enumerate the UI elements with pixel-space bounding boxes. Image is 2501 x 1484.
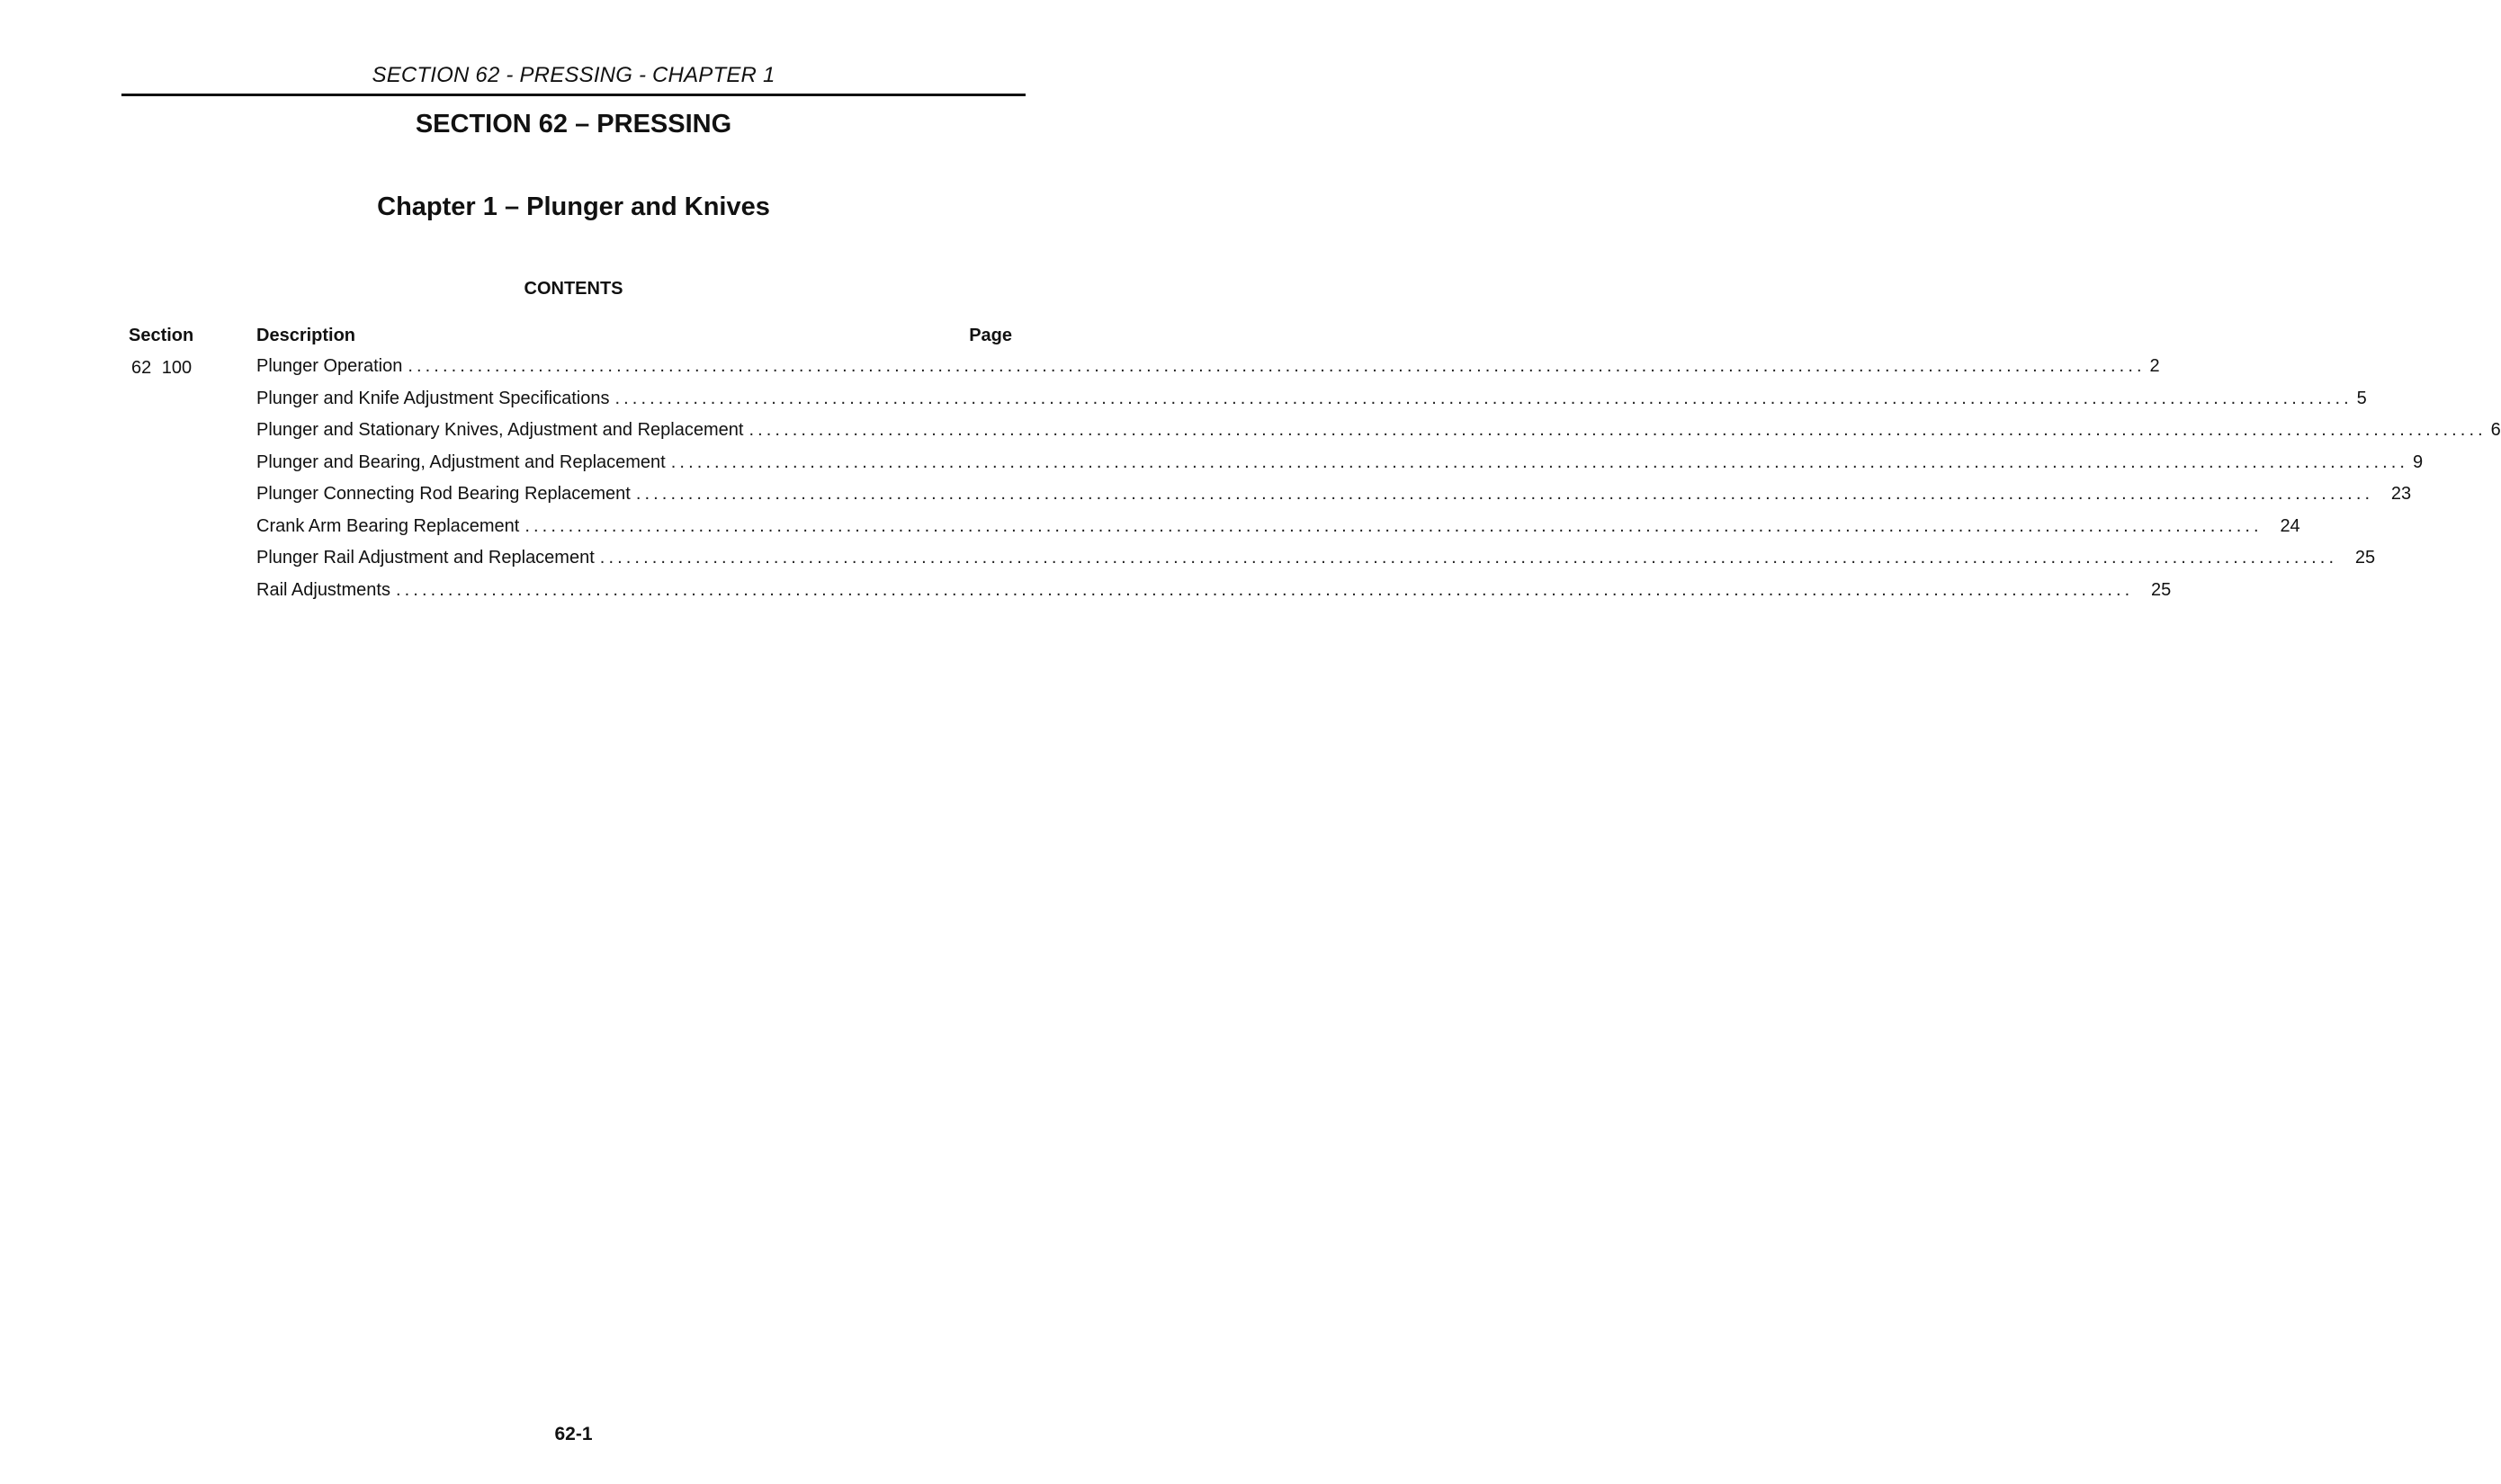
toc-entry-title: Plunger Rail Adjustment and Replacement	[256, 548, 595, 568]
dot-leader: ........................................................................................................................................................................................................	[599, 548, 2338, 568]
toc-entry[interactable]	[256, 579, 2172, 612]
dot-leader: ........................................................................................................................................................................................................	[408, 356, 2146, 376]
toc-entry-page: 6	[2490, 420, 2501, 440]
dot-leader: ........................................................................................................................................................................................................	[524, 515, 2263, 536]
toc-entry[interactable]	[256, 356, 2160, 389]
column-header-page: Page	[969, 326, 1012, 345]
page-number: 62-1	[554, 1424, 593, 1444]
toc-entry[interactable]	[256, 420, 2501, 452]
toc-entry-page: 25	[2354, 548, 2376, 568]
toc-entry-page: 25	[2151, 579, 2172, 600]
toc-entry-title: Crank Arm Bearing Replacement	[256, 515, 520, 536]
dot-leader: ........................................................................................................................................................................................................	[635, 484, 2374, 504]
toc-entry-page: 9	[2412, 451, 2424, 472]
toc-entry-page: 23	[2390, 484, 2412, 504]
toc-entry-title: Plunger and Knife Adjustment Specifications	[256, 388, 610, 408]
dot-leader: ........................................................................................................................................................................................................	[614, 388, 2353, 408]
dot-leader: ........................................................................................................................................................................................................	[395, 579, 2134, 600]
toc-entry[interactable]	[256, 484, 2412, 516]
toc-entry[interactable]	[256, 388, 2367, 421]
contents-heading: CONTENTS	[524, 279, 623, 299]
section-title: SECTION 62 – PRESSING	[415, 110, 732, 139]
toc-entry[interactable]	[256, 515, 2300, 549]
toc-entry[interactable]	[256, 451, 2424, 485]
toc-entry[interactable]	[256, 548, 2376, 580]
toc-entry-title: Plunger and Stationary Knives, Adjustment and Replacement	[256, 420, 744, 440]
toc-column-headers	[0, 326, 1147, 349]
header-rule	[121, 94, 1026, 96]
column-header-section: Section	[129, 326, 194, 345]
section-number: 62 100	[131, 358, 193, 378]
toc-entry-page: 24	[2280, 515, 2300, 536]
toc-entry-title: Plunger and Bearing, Adjustment and Replacement	[256, 451, 666, 472]
toc-entry-page: 5	[2356, 388, 2367, 408]
toc-list	[256, 356, 2501, 612]
toc-entry-title: Plunger Operation	[256, 356, 403, 376]
toc-entry-title: Plunger Connecting Rod Bearing Replacement	[256, 484, 631, 504]
chapter-title: Chapter 1 – Plunger and Knives	[377, 192, 770, 221]
running-header: SECTION 62 - PRESSING - CHAPTER 1	[372, 63, 775, 87]
column-header-description: Description	[256, 326, 356, 345]
dot-leader: ........................................................................................................................................................................................................	[749, 420, 2487, 440]
toc-entry-page: 2	[2149, 356, 2160, 376]
toc-entry-title: Rail Adjustments	[256, 579, 390, 600]
dot-leader: ........................................................................................................................................................................................................	[670, 451, 2409, 472]
